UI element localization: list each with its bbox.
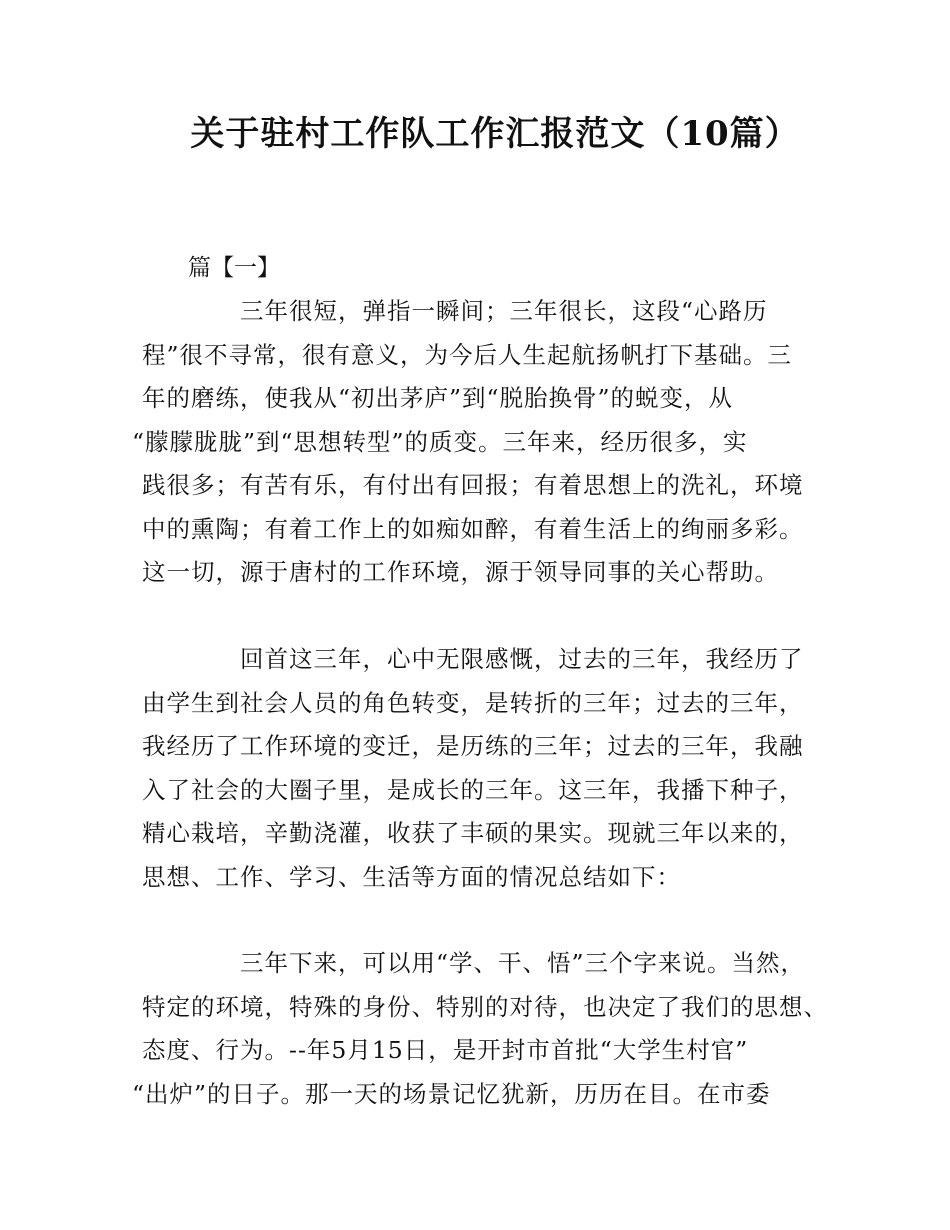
paragraph-line: 态度、行为。--年5月15日，是开封市首批“大学生村官” bbox=[142, 1036, 749, 1064]
paragraph-line: 特定的环境，特殊的身份、特别的对待，也决定了我们的思想、 bbox=[142, 992, 828, 1021]
paragraph-line: 回首这三年，心中无限感慨，过去的三年，我经历了 bbox=[240, 645, 804, 673]
paragraph-line: “出炉”的日子。那一天的场景记忆犹新，历历在目。在市委 bbox=[132, 1079, 771, 1108]
section-heading: 篇【一】 bbox=[188, 255, 280, 281]
paragraph-line: 三年很短，弹指一瞬间；三年很长，这段“心路历 bbox=[240, 297, 768, 325]
paragraph-line: 思想、工作、学习、生活等方面的情况总结如下： bbox=[142, 862, 681, 891]
paragraph-line: “朦朦胧胧”到“思想转型”的质变。三年来，经历很多，实 bbox=[132, 427, 748, 456]
paragraph-line: 践很多；有苦有乐，有付出有回报；有着思想上的洗礼，环境 bbox=[142, 471, 804, 499]
paragraph-line: 三年下来，可以用“学、干、悟”三个字来说。当然， bbox=[240, 949, 806, 977]
paragraph-line: 我经历了工作环境的变迁，是历练的三年；过去的三年，我融 bbox=[142, 732, 804, 760]
paragraph-line: 这一切，源于唐村的工作环境，源于领导同事的关心帮助。 bbox=[142, 558, 779, 586]
paragraph-line: 年的磨练，使我从“初出茅庐”到“脱胎换骨”的蜕变，从 bbox=[142, 384, 734, 412]
paragraph-line: 程”很不寻常，很有意义，为今后人生起航扬帆打下基础。三 bbox=[142, 340, 793, 369]
paragraph-3 bbox=[132, 942, 832, 1116]
paragraph-line: 中的熏陶；有着工作上的如痴如醉，有着生活上的绚丽多彩。 bbox=[142, 514, 804, 543]
paragraph-1 bbox=[132, 290, 832, 595]
paragraph-line: 由学生到社会人员的角色转变，是转折的三年；过去的三年， bbox=[142, 688, 804, 717]
paragraph-2 bbox=[142, 638, 832, 899]
paragraph-line: 入了社会的大圈子里，是成长的三年。这三年，我播下种子， bbox=[142, 775, 804, 804]
paragraph-line: 精心栽培，辛勤浇灌，收获了丰硕的果实。现就三年以来的， bbox=[142, 819, 804, 847]
document-title: 关于驻村工作队工作汇报范文（10篇） bbox=[190, 114, 800, 154]
